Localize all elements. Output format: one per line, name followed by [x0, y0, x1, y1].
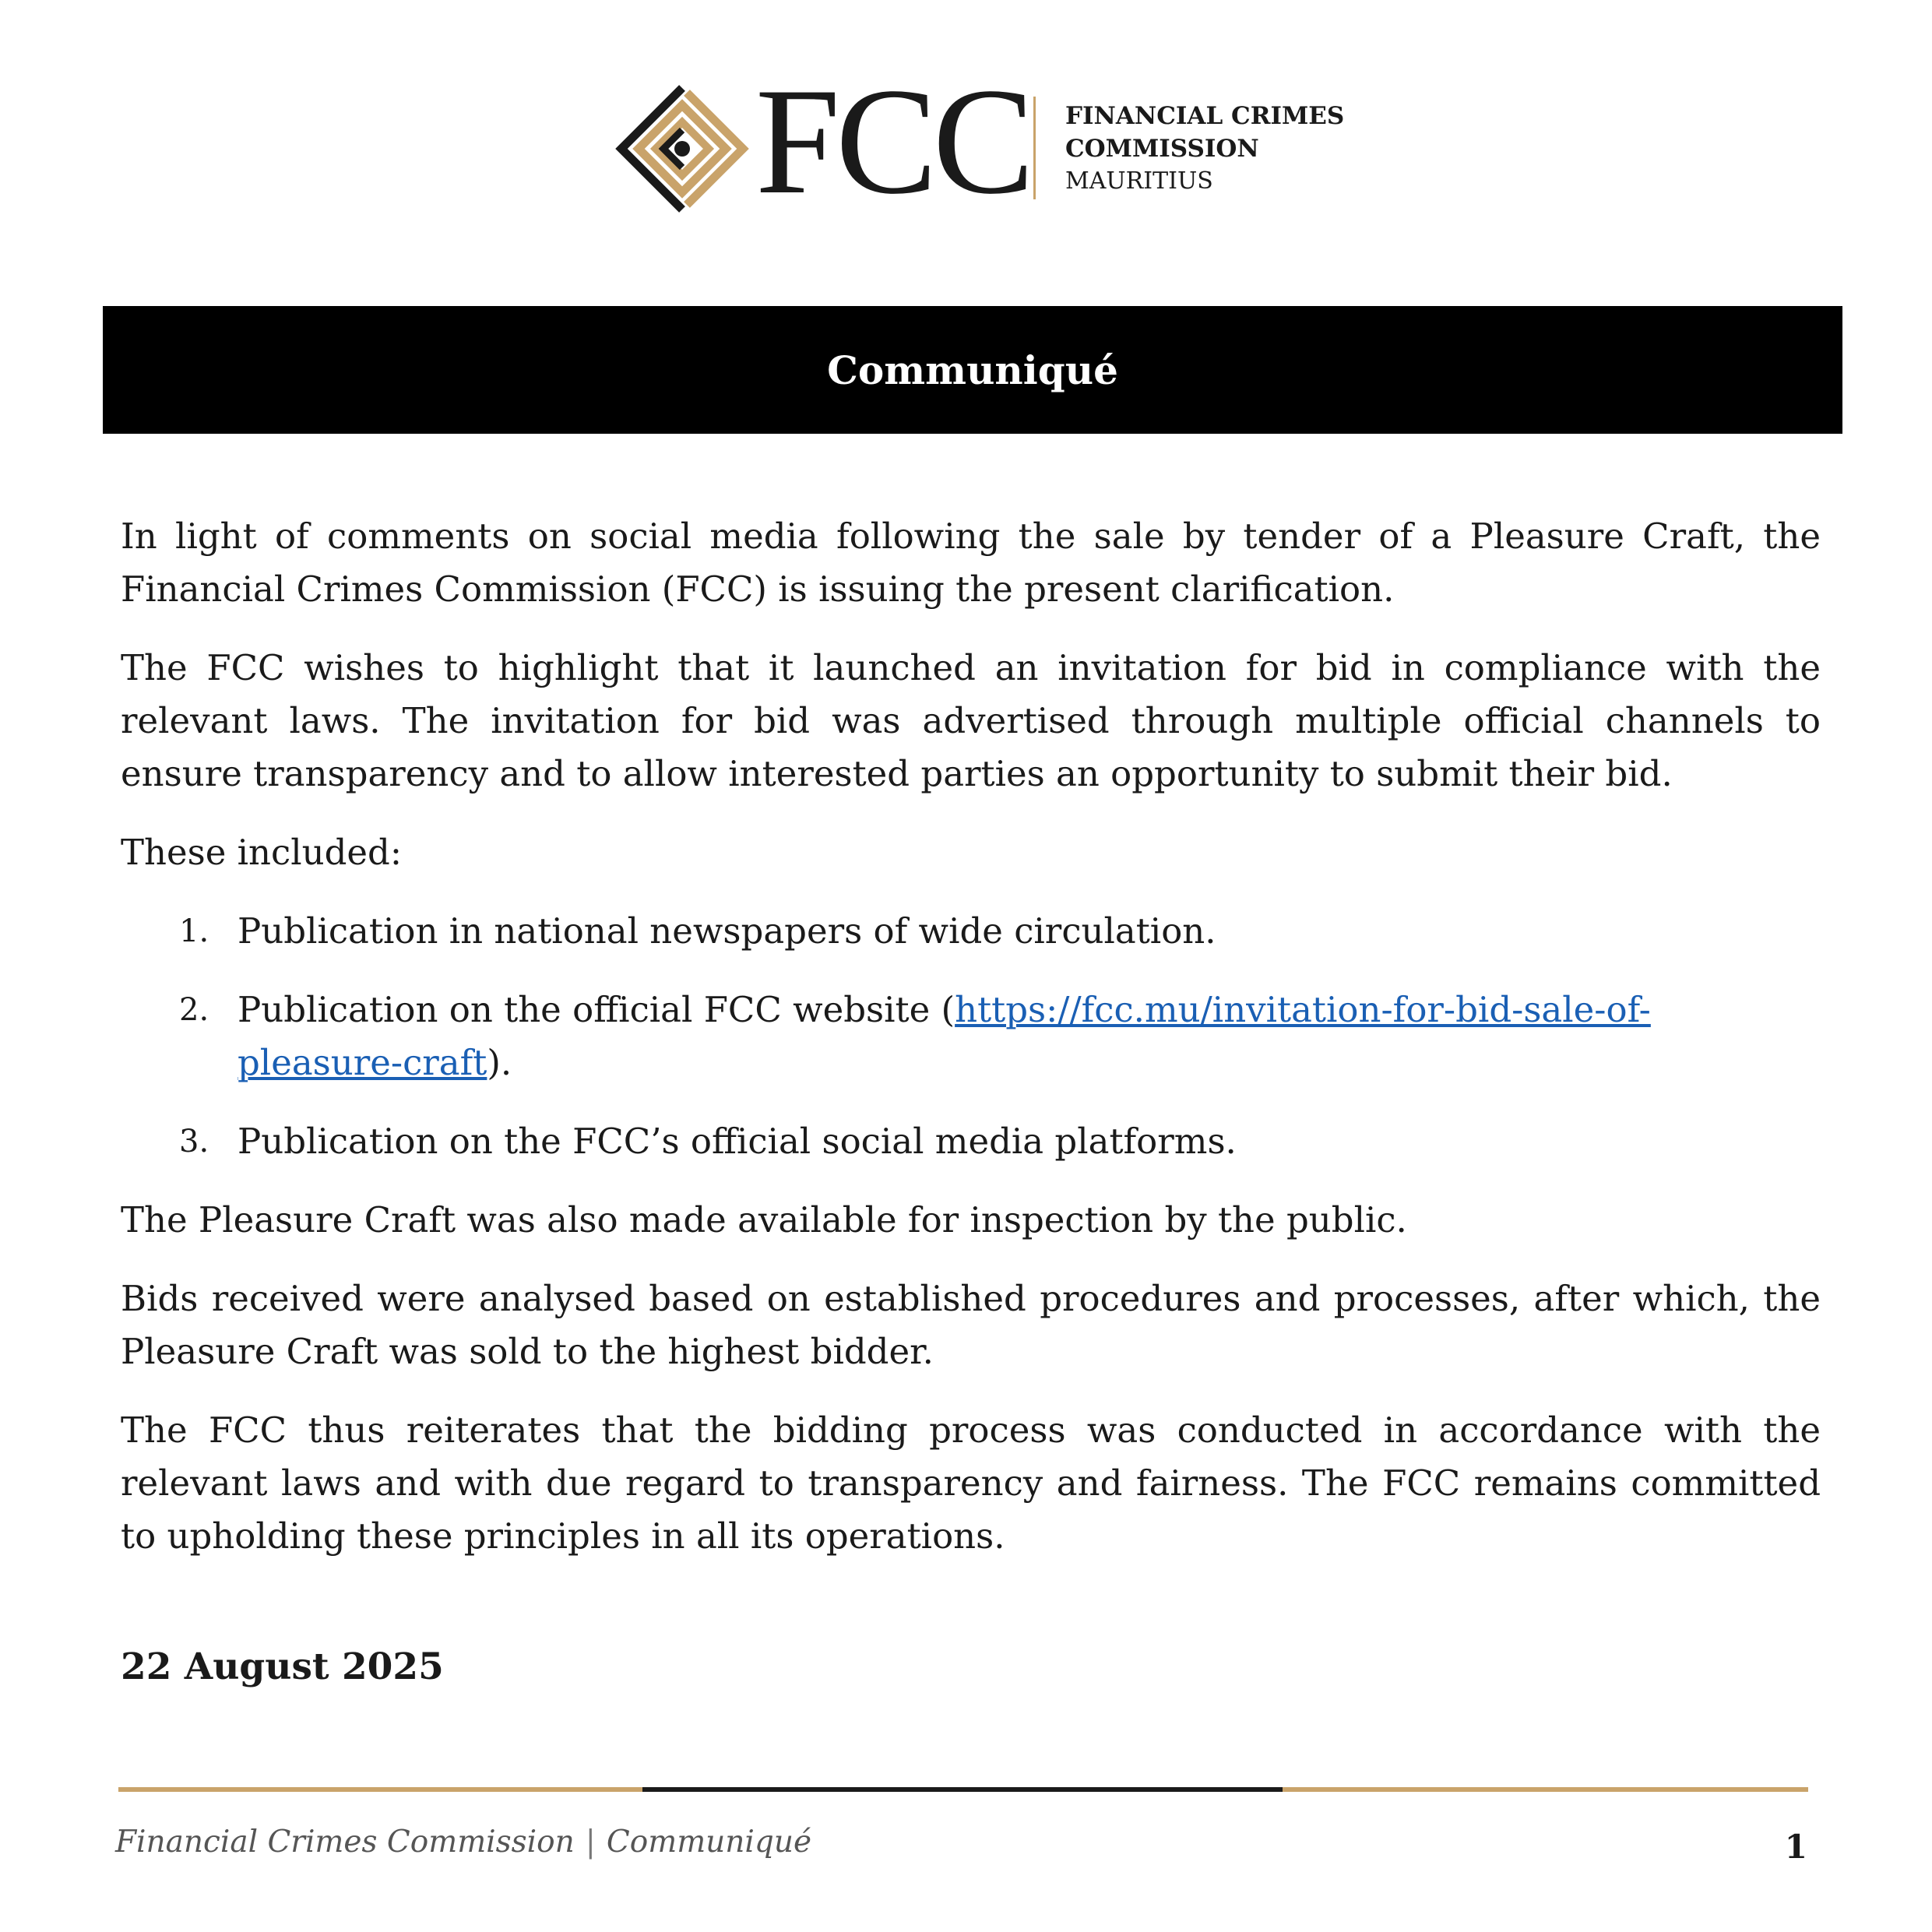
list-item: [121, 984, 1821, 1089]
list-item-text: Publication in national newspapers of wide circulation.: [238, 910, 1216, 952]
footer-doc-type: Communiqué: [606, 1825, 812, 1860]
list-item-text-prefix: Publication on the official FCC website (: [238, 989, 955, 1030]
logo-letters: FCC: [755, 57, 1030, 226]
list-item-number: 2.: [179, 992, 209, 1028]
fcc-website-link[interactable]: https://fcc.mu/invitation-for-bid-sale-of-pleasure-craft: [238, 989, 1651, 1083]
footer-rule: [118, 1787, 1808, 1792]
footer-org: Financial Crimes Commission: [115, 1825, 575, 1860]
org-line-3: MAURITIUS: [1065, 167, 1213, 195]
page-title: Communiqué: [827, 347, 1118, 393]
footer-rule-gold-right: [1283, 1787, 1808, 1792]
paragraph-invitation: The FCC wishes to highlight that it launched an invitation for bid in compliance with the relevant laws. The invitation for bid was advertised through multiple official channels to ensure transparency and to allow interested parties an opportunity to submit their bid.: [121, 647, 1821, 794]
list-item-number: 1.: [179, 913, 209, 949]
list-item: [121, 1115, 1821, 1168]
fcc-diamond-logo-icon: [615, 82, 749, 216]
logo-header: [615, 57, 1345, 226]
org-line-2: COMMISSION: [1065, 135, 1259, 163]
logo-divider: [1033, 97, 1036, 199]
list-item-text-suffix: ).: [487, 1042, 512, 1083]
footer-rule-black-center: [642, 1787, 1283, 1792]
paragraph-inspection: The Pleasure Craft was also made available for inspection by the public.: [121, 1199, 1407, 1240]
list-item-text: Publication on the FCC’s official social media platforms.: [238, 1121, 1237, 1162]
paragraph-bids: Bids received were analysed based on established procedures and processes, after which, the Pleasure Craft was sold to the highest bidder.: [121, 1278, 1821, 1372]
paragraph-reiteration: The FCC thus reiterates that the bidding process was conducted in accordance with the relevant laws and with due regard to transparency and fairness. The FCC remains committed to upholding these principles in all its operations.: [121, 1409, 1821, 1557]
document-body: [121, 510, 1821, 1694]
list-item: [121, 905, 1821, 958]
footer-label: [115, 1825, 811, 1860]
list-item-number: 3.: [179, 1124, 209, 1160]
footer-rule-gold-left: [118, 1787, 642, 1792]
document-date: 22 August 2025: [121, 1645, 444, 1688]
channels-list: [121, 905, 1821, 1168]
org-line-1: FINANCIAL CRIMES: [1065, 102, 1345, 130]
title-bar: [103, 306, 1842, 434]
footer-separator: |: [585, 1825, 596, 1860]
logo-org-name: [1065, 100, 1344, 198]
paragraph-intro: In light of comments on social media following the sale by tender of a Pleasure Craft, the Financial Crimes Commission (FCC) is issuing the present clarification.: [121, 516, 1821, 610]
page-number: 1: [1784, 1828, 1807, 1866]
paragraph-these-included: These included:: [121, 832, 403, 873]
